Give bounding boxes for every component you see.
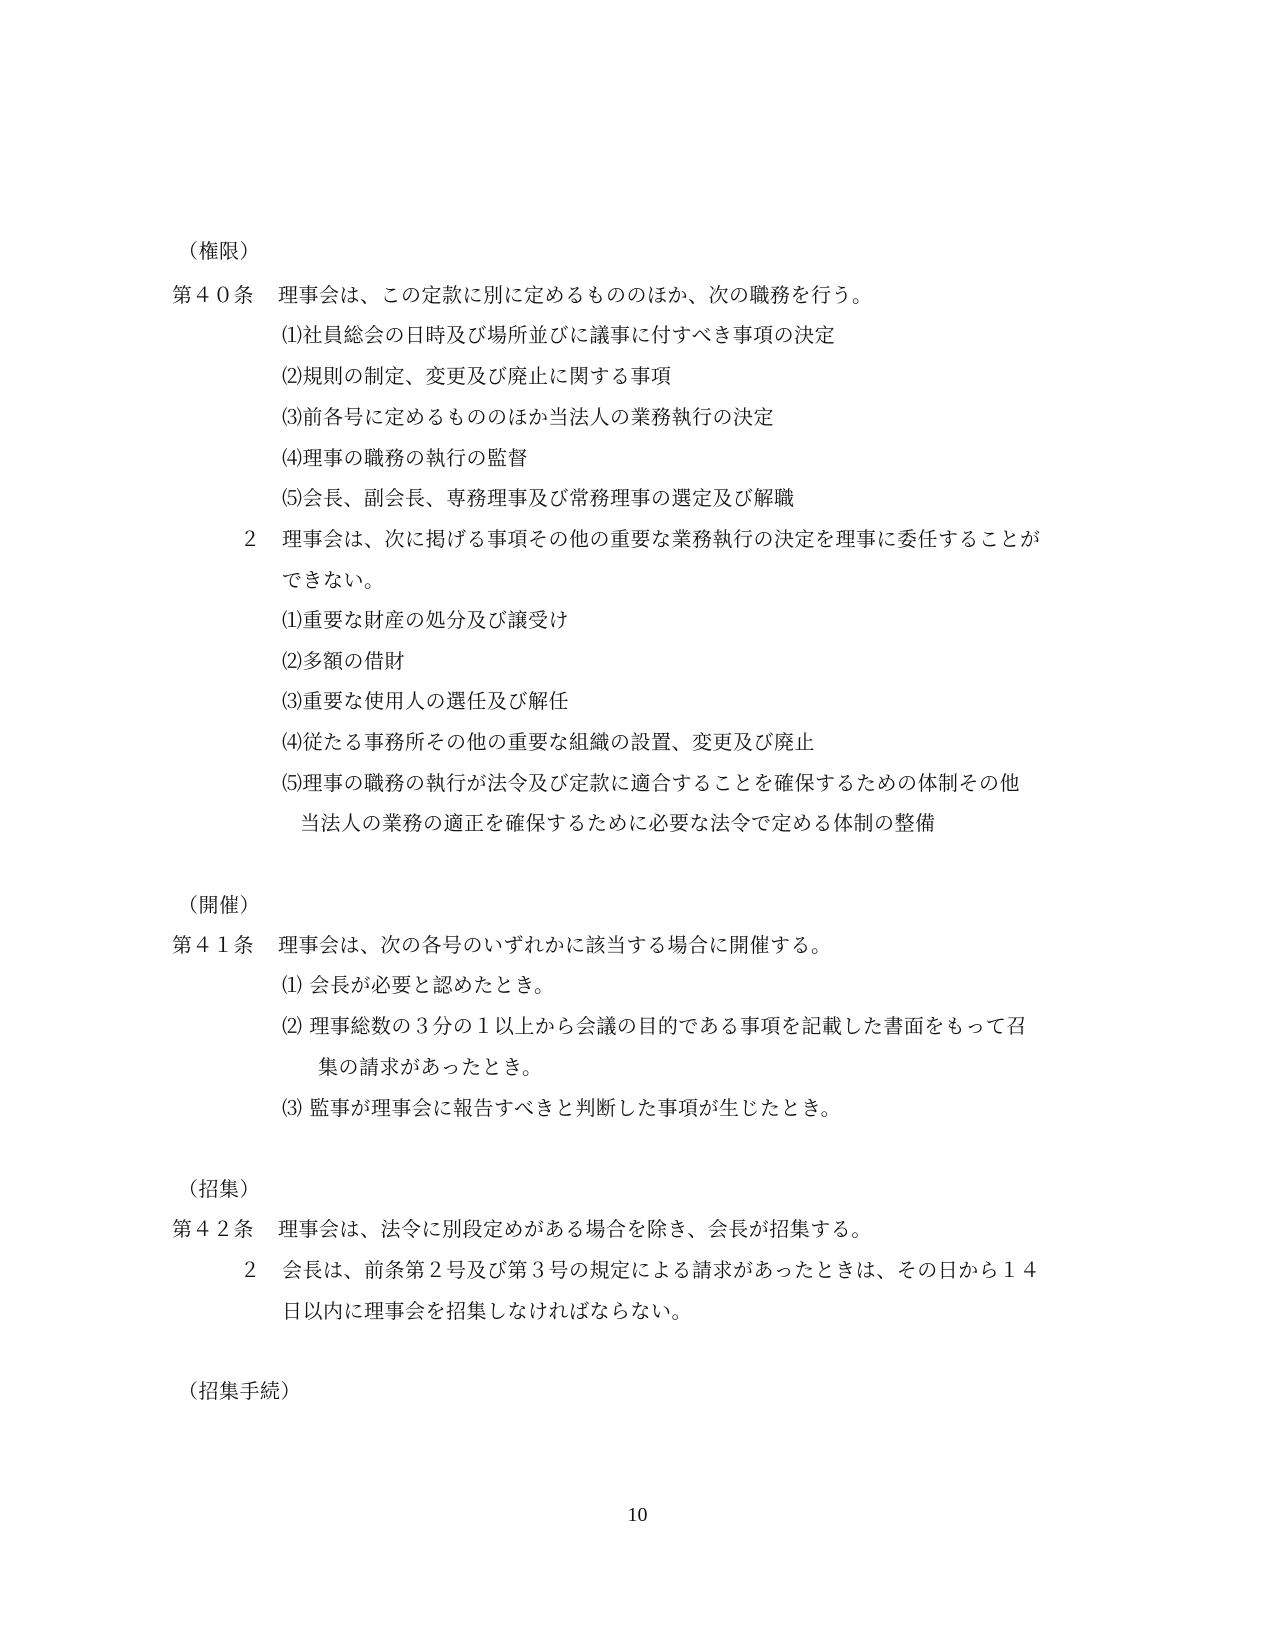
article-40-line — [172, 282, 873, 308]
article-40-para-2-item-2: ⑵多額の借財 — [282, 649, 405, 673]
article-40-para-2-line-1: 理事会は、次に掲げる事項その他の重要な業務執行の決定を理事に委任することが — [282, 527, 1041, 551]
article-40-number: 第４０条 — [172, 283, 254, 307]
article-40-heading: （権限） — [178, 239, 260, 263]
article-42-heading: （招集） — [178, 1177, 260, 1201]
article-40-item-4: ⑷理事の職務の執行の監督 — [282, 446, 528, 470]
article-42-para-2-line-1: 会長は、前条第２号及び第３号の規定による請求があったときは、その日から１４ — [282, 1258, 1041, 1282]
article-41-item-2-cont: 集の請求があったとき。 — [318, 1055, 543, 1079]
article-40-item-2: ⑵規則の制定、変更及び廃止に関する事項 — [282, 364, 672, 388]
article-40-para-2-item-3: ⑶重要な使用人の選任及び解任 — [282, 689, 569, 713]
article-41-item-2: ⑵ 理事総数の３分の１以上から会議の目的である事項を記載した書面をもって召 — [282, 1014, 1027, 1038]
article-42-para-2-line-2: 日以内に理事会を招集しなければならない。 — [282, 1299, 692, 1323]
article-42-number: 第４２条 — [172, 1217, 254, 1241]
article-41-heading: （開催） — [178, 893, 260, 917]
article-41-item-1: ⑴ 会長が必要と認めたとき。 — [282, 973, 555, 997]
article-40-para-2-item-5-cont: 当法人の業務の適正を確保するために必要な法令で定める体制の整備 — [300, 811, 936, 835]
article-42-para-2-number: ２ — [240, 1258, 261, 1282]
article-41-text: 理事会は、次の各号のいずれかに該当する場合に開催する。 — [278, 933, 832, 957]
article-41-number: 第４１条 — [172, 933, 254, 957]
article-40-text: 理事会は、この定款に別に定めるもののほか、次の職務を行う。 — [278, 283, 873, 307]
article-41-item-3: ⑶ 監事が理事会に報告すべきと判断した事項が生じたとき。 — [282, 1096, 842, 1120]
article-40-para-2-item-5: ⑸理事の職務の執行が法令及び定款に適合することを確保するための体制その他 — [282, 771, 1020, 795]
article-40-item-1: ⑴社員総会の日時及び場所並びに議事に付すべき事項の決定 — [282, 323, 836, 347]
article-43-heading: （招集手続） — [178, 1379, 301, 1403]
article-40-item-5: ⑸会長、副会長、専務理事及び常務理事の選定及び解職 — [282, 486, 795, 510]
article-41-line — [172, 932, 832, 958]
article-40-para-2-number: ２ — [240, 527, 261, 551]
article-40-para-2-item-1: ⑴重要な財産の処分及び譲受け — [282, 608, 569, 632]
article-42-text: 理事会は、法令に別段定めがある場合を除き、会長が招集する。 — [278, 1217, 872, 1241]
page-number: 10 — [627, 1504, 648, 1526]
article-40-para-2-line-2: できない。 — [282, 568, 385, 592]
article-40-item-3: ⑶前各号に定めるもののほか当法人の業務執行の決定 — [282, 405, 774, 429]
article-42-line — [172, 1216, 872, 1242]
article-40-para-2-item-4: ⑷従たる事務所その他の重要な組織の設置、変更及び廃止 — [282, 730, 815, 754]
